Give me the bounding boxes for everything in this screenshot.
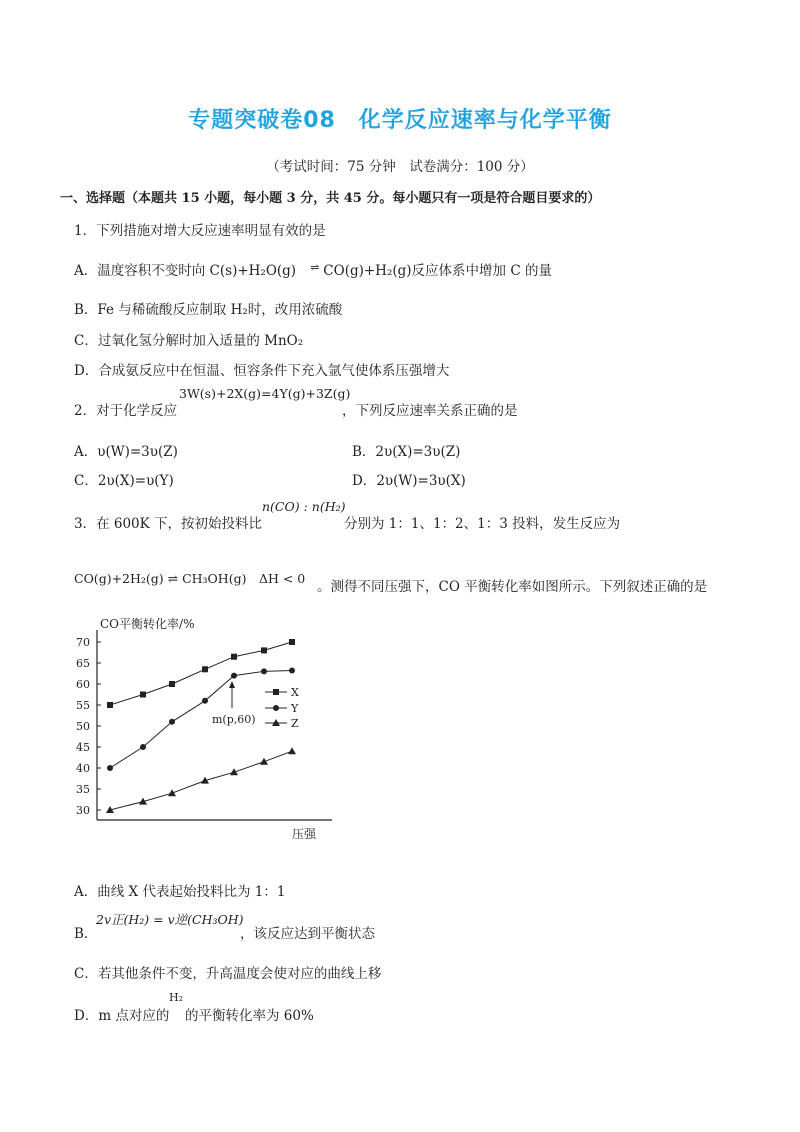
legend-x-label: X [291, 686, 299, 699]
exam-info: （考试时间：75 分钟 试卷满分：100 分） [266, 159, 534, 175]
y-tick-label: 70 [76, 636, 90, 649]
legend-z-label: Z [291, 717, 299, 730]
m-point-annotation [212, 681, 256, 726]
y-tick-label: 50 [76, 720, 90, 733]
co-conversion-chart [70, 610, 340, 845]
annotation-label: m(p,60) [212, 713, 256, 726]
q3-option-d-h2: H₂ [169, 991, 184, 1004]
chart-legend [265, 686, 299, 730]
q1-option-b: B．Fe 与稀硫酸反应制取 H₂时，改用浓硫酸 [74, 302, 343, 318]
q3-stem-post: 分别为 1：1、1：2、1：3 投料，发生反应为 [344, 516, 621, 532]
y-tick-label: 55 [76, 699, 90, 712]
arrow-up-icon [229, 681, 235, 688]
data-point-y [231, 673, 237, 679]
y-tick-label: 45 [76, 741, 90, 754]
data-point-y [261, 668, 267, 674]
y-tick-label: 35 [76, 783, 90, 796]
data-point-z [168, 789, 176, 796]
chart-series [106, 639, 296, 813]
y-tick-label: 40 [76, 762, 90, 775]
q3-option-b-prefix: B． [74, 926, 98, 942]
q2-option-a: A．υ(W)=3υ(Z) [74, 444, 178, 460]
legend-y-label: Y [291, 702, 299, 715]
section-heading: 一、选择题（本题共 15 小题，每小题 3 分，共 45 分。每小题只有一项是符合题目要求的） [60, 191, 601, 206]
q3-option-b-equation: 2v正(H₂) = v逆(CH₃OH) [96, 912, 244, 927]
q2-option-b: B．2υ(X)=3υ(Z) [352, 444, 461, 460]
data-point-z [288, 747, 296, 754]
q1-option-a-pre: A．温度容积不变时向 C(s)+H₂O(g) [74, 263, 297, 279]
legend-x-square-icon [273, 689, 279, 695]
series-line-y [110, 671, 292, 768]
q3-option-b-post: ，该反应达到平衡状态 [240, 926, 375, 942]
q2-stem-post: ，下列反应速率关系正确的是 [342, 403, 518, 419]
q2-option-c: C．2υ(X)=υ(Y) [74, 473, 174, 489]
q3-option-d-pre: D．m 点对应的 [74, 1008, 170, 1024]
y-tick-label: 60 [76, 678, 90, 691]
legend-y-circle-icon [273, 705, 279, 711]
q2-stem-pre: 2．对于化学反应 [74, 403, 178, 419]
data-point-x [202, 666, 208, 672]
equilibrium-arrow-icon: ⇌ [310, 261, 320, 274]
data-point-x [231, 654, 237, 660]
q1-stem: 1．下列措施对增大反应速率明显有效的是 [74, 223, 326, 239]
data-point-y [289, 668, 295, 674]
y-tick-label: 65 [76, 657, 90, 670]
data-point-y [107, 765, 113, 771]
data-point-x [289, 639, 295, 645]
data-point-y [169, 719, 175, 725]
q3-option-d-post: 的平衡转化率为 60% [185, 1008, 314, 1024]
chart-xlabel: 压强 [292, 827, 317, 841]
data-point-x [140, 692, 146, 698]
page-title: 专题突破卷08 化学反应速率与化学平衡 [188, 108, 612, 133]
q1-option-d: D．合成氨反应中在恒温、恒容条件下充入氩气使体系压强增大 [74, 363, 450, 379]
q1-option-a [74, 259, 552, 279]
data-point-y [202, 698, 208, 704]
q3-ratio: n(CO) : n(H₂) [262, 499, 346, 514]
q3-option-a: A．曲线 X 代表起始投料比为 1：1 [74, 884, 286, 900]
q1-option-c: C．过氧化氢分解时加入适量的 MnO₂ [74, 333, 304, 349]
data-point-z [260, 758, 268, 765]
q1-option-a-post: CO(g)+H₂(g)反应体系中增加 C 的量 [323, 263, 552, 279]
q2-equation: 3W(s)+2X(g)=4Y(g)+3Z(g) [179, 386, 351, 401]
q3-reaction: CO(g)+2H₂(g) ⇌ CH₃OH(g) ΔH < 0 [74, 571, 306, 586]
data-point-y [140, 744, 146, 750]
q3-stem-pre: 3．在 600K 下，按初始投料比 [74, 516, 263, 532]
data-point-x [261, 647, 267, 653]
chart-ylabel: CO平衡转化率/% [100, 617, 195, 631]
data-point-x [169, 681, 175, 687]
y-tick-label: 30 [76, 804, 90, 817]
q3-reaction-post: 。测得不同压强下，CO 平衡转化率如图所示。下列叙述正确的是 [317, 579, 708, 595]
data-point-x [107, 702, 113, 708]
q3-option-c: C．若其他条件不变，升高温度会使对应的曲线上移 [74, 966, 382, 982]
q2-option-d: D．2υ(W)=3υ(X) [352, 473, 466, 489]
